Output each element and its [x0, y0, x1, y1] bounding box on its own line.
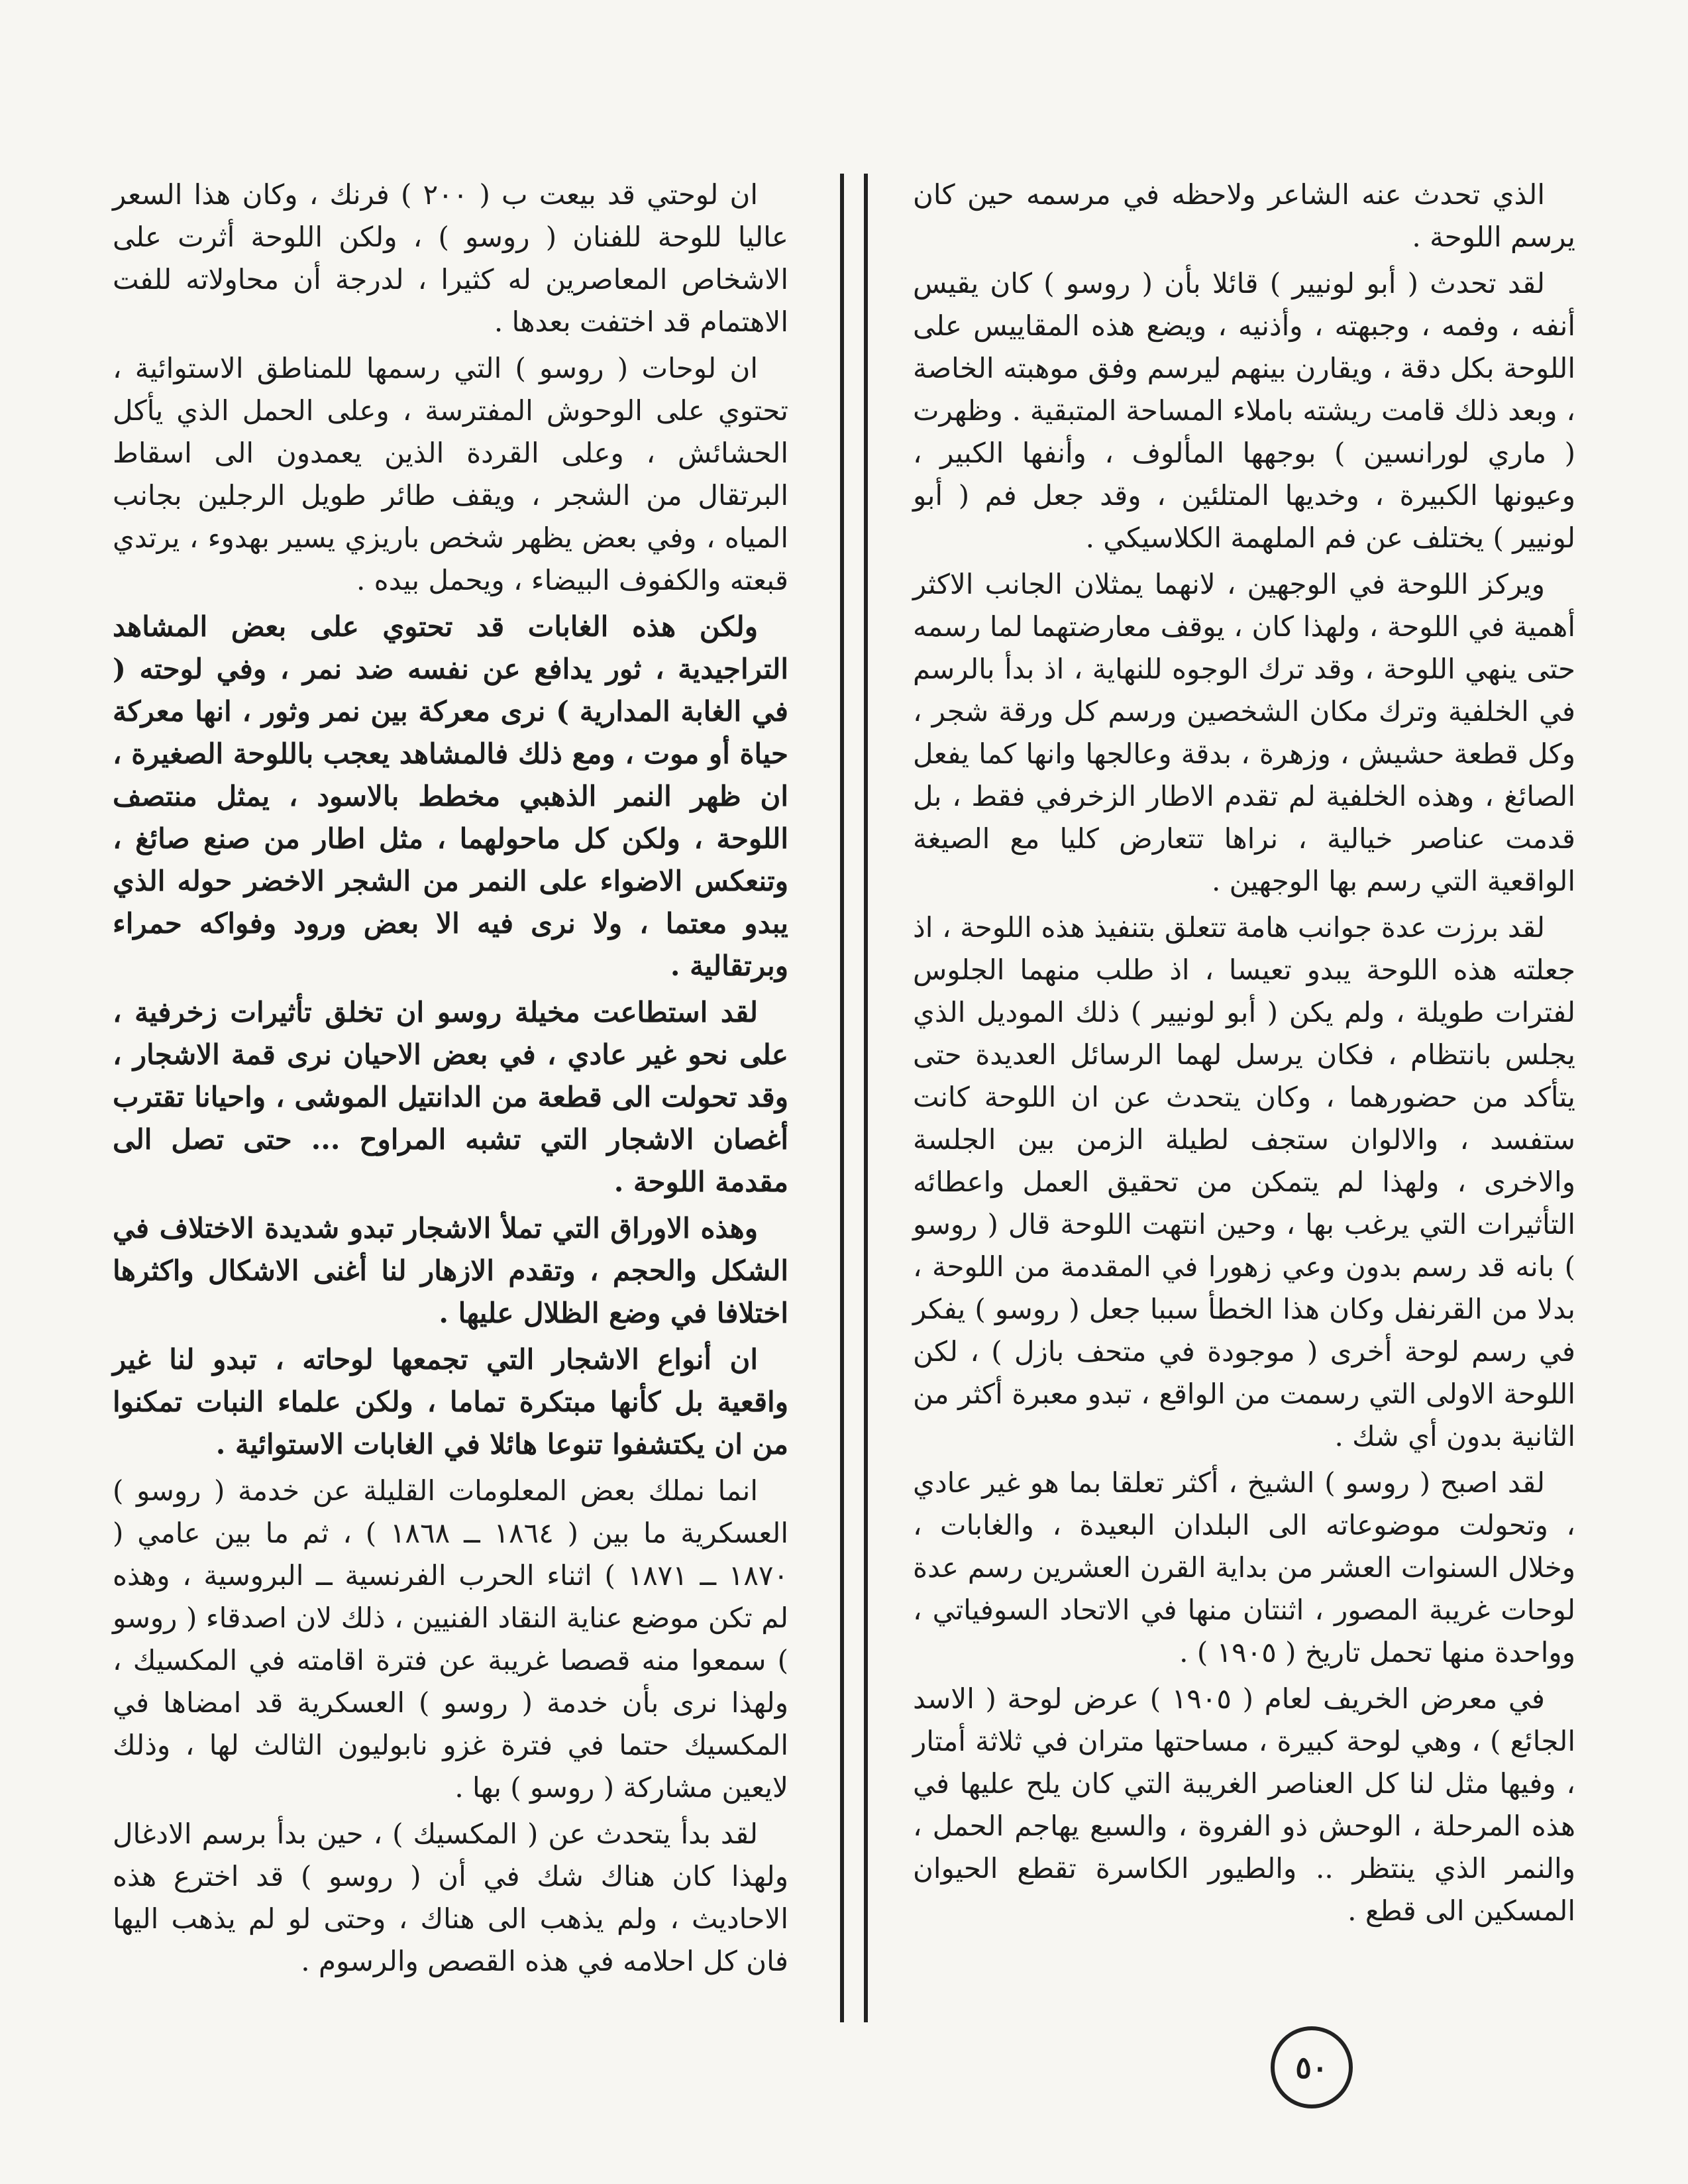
paragraph: انما نملك بعض المعلومات القليلة عن خدمة ( روسو ) العسكرية ما بين ( ١٨٦٤ ــ ١٨٦٨ ) ، ثم ما بين عامي ( ١٨٧٠ ــ ١٨٧١ ) اثناء الحرب الفرنسية ــ البروسية ، وهذه لم تكن موضع عناية النقاد الفنيين ، ذلك لان اصدقاء ( روسو ) سمعوا منه قصصا غريبة عن فترة اقامته في المكسيك ، ولهذا نرى بأن خدمة ( روسو ) العسكرية قد امضاها في المكسيك حتما في فترة غزو نابوليون الثالث لها ، وذلك لايعين مشاركة ( روسو ) بها .	[113, 1474, 789, 1804]
paragraph: لقد بدأ يتحدث عن ( المكسيك ) ، حين بدأ برسم الادغال ولهذا كان هناك شك في أن ( روسو ) قد اخترع هذه الاحاديث ، ولم يذهب الى هناك ، وحتى لو لم يذهب اليها فان كل احلامه في هذه القصص والرسوم .	[113, 1818, 788, 1977]
paragraph: ان لوحتي قد بيعت ب ( ٢٠٠ ) فرنك ، وكان هذا السعر عاليا للوحة للفنان ( روسو ) ، ولكن اللوحة أثرت على الاشخاص المعاصرين له كثيرا ، لدرجة أن محاولاته للفت الاهتمام قد اختفت بعدها .	[113, 178, 788, 338]
paragraph: لقد استطاعت مخيلة روسو ان تخلق تأثيرات زخرفية ، على نحو غير عادي ، في بعض الاحيان نرى قمة الاشجار ، وقد تحولت الى قطعة من الدانتيل الموشى ، واحيانا تقترب أغصان الاشجار التي تشبه المراوح ... حتى تصل الى مقدمة اللوحة .	[113, 996, 788, 1198]
paragraph: ولكن هذه الغابات قد تحتوي على بعض المشاهد التراجيدية ، ثور يدافع عن نفسه ضد نمر ، وفي لوحته ( في الغابة المدارية ) نرى معركة بين نمر وثور ، انها معركة حياة أو موت ، ومع ذلك فالمشاهد يعجب باللوحة الصغيرة ، ان ظهر النمر الذهبي مخطط بالاسود ، يمثل منتصف اللوحة ، ولكن كل ماحولهما ، مثل اطار من صنع صائغ ، وتنعكس الاضواء على النمر من الشجر الاخضر حوله الذي يبدو معتما ، ولا نرى فيه الا بعض ورود وفواكه حمراء وبرتقالية .	[113, 610, 788, 982]
paragraph: لقد اصبح ( روسو ) الشيخ ، أكثر تعلقا بما هو غير عادي ، وتحولت موضوعاته الى البلدان البعيدة ، والغابات ، وخلال السنوات العشر من بداية القرن العشرين رسم عدة لوحات غريبة المصور ، اثنتان منها في الاتحاد السوفياتي ، وواحدة منها تحمل تاريخ ( ١٩٠٥ ) .	[913, 1466, 1575, 1668]
column-divider	[840, 174, 868, 2022]
paragraph: في معرض الخريف لعام ( ١٩٠٥ ) عرض لوحة ( الاسد الجائع ) ، وهي لوحة كبيرة ، مساحتها متران في ثلاثة أمتار ، وفيها مثل لنا كل العناصر الغريبة التي كان يلح عليها في هذه المرحلة ، الوحش ذو الفروة ، والسبع يهاجم الحمل ، والنمر الذي ينتظر .. والطيور الكاسرة تقطع الحيوان المسكين الى قطع .	[913, 1682, 1575, 1927]
paragraph: وهذه الاوراق التي تملأ الاشجار تبدو شديدة الاختلاف في الشكل والحجم ، وتقدم الازهار لنا أغنى الاشكال واكثرها اختلافا في وضع الظلال عليها .	[113, 1212, 788, 1329]
paragraph: ان أنواع الاشجار التي تجمعها لوحاته ، تبدو لنا غير واقعية بل كأنها مبتكرة تماما ، ولكن علماء النبات تمكنوا من ان يكتشفوا تنوعا هائلا في الغابات الاستوائية .	[113, 1343, 788, 1460]
paragraph: الذي تحدث عنه الشاعر ولاحظه في مرسمه حين كان يرسم اللوحة .	[913, 178, 1575, 253]
left-text-column	[113, 174, 788, 1987]
paragraph: لقد تحدث ( أبو لونيير ) قائلا بأن ( روسو ) كان يقيس أنفه ، وفمه ، وجبهته ، وأذنيه ، ويضع هذه المقاييس على اللوحة بكل دقة ، ويقارن بينهم ليرسم وفق موهبته الخاصة ، وبعد ذلك قامت ريشته باملاء المساحة المتبقية . وظهرت ( ماري لورانسين ) بوجهها المألوف ، وأنفها الكبير ، وعيونها الكبيرة ، وخديها المتلئين ، وقد جعل فم ( أبو لونيير ) يختلف عن فم الملهمة الكلاسيكي .	[913, 267, 1575, 554]
page-number: ٥٠	[1271, 2026, 1353, 2108]
paragraph: ان لوحات ( روسو ) التي رسمها للمناطق الاستوائية ، تحتوي على الوحوش المفترسة ، وعلى الحمل الذي يأكل الحشائش ، وعلى القردة الذين يعمدون الى اسقاط البرتقال من الشجر ، ويقف طائر طويل الرجلين بجانب المياه ، وفي بعض يظهر شخص باريزي يسير بهدوء ، يرتدي قبعته والكفوف البيضاء ، ويحمل بيده .	[113, 352, 788, 596]
paragraph: ويركز اللوحة في الوجهين ، لانهما يمثلان الجانب الاكثر أهمية في اللوحة ، ولهذا كان ، يوقف معارضتهما لما رسمه حتى ينهي اللوحة ، وقد ترك الوجوه للنهاية ، اذ بدأ بالرسم في الخلفية وترك مكان الشخصين ورسم كل ورقة شجر ، وكل قطعة حشيش ، وزهرة ، بدقة وعالجها وانها كما يفعل الصائغ ، وهذه الخلفية لم تقدم الاطار الزخرفي فقط ، بل قدمت عناصر خيالية ، نراها تتعارض كليا مع الصيغة الواقعية التي رسم بها الوجهين .	[913, 568, 1575, 897]
right-text-column	[913, 174, 1575, 1936]
paragraph: لقد برزت عدة جوانب هامة تتعلق بتنفيذ هذه اللوحة ، اذ جعلته هذه اللوحة يبدو تعيسا ، اذ طلب منهما الجلوس لفترات طويلة ، ولم يكن ( أبو لونيير ) ذلك الموديل الذي يجلس بانتظام ، فكان يرسل لهما الرسائل العديدة حتى يتأكد من حضورهما ، وكان يتحدث عن ان اللوحة كانت ستفسد ، والالوان ستجف لطيلة الزمن بين الجلسة والاخرى ، ولهذا لم يتمكن من تحقيق العمل واعطائه التأثيرات التي يرغب بها ، وحين انتهت اللوحة قال ( روسو ) بانه قد رسم بدون وعي زهورا في المقدمة من اللوحة ، بدلا من القرنفل وكان هذا الخطأ سببا جعل ( روسو ) يفكر في رسم لوحة أخرى ( موجودة في متحف بازل ) ، لكن اللوحة الاولى التي رسمت من الواقع ، تبدو معبرة أكثر من الثانية بدون أي شك .	[913, 911, 1575, 1452]
